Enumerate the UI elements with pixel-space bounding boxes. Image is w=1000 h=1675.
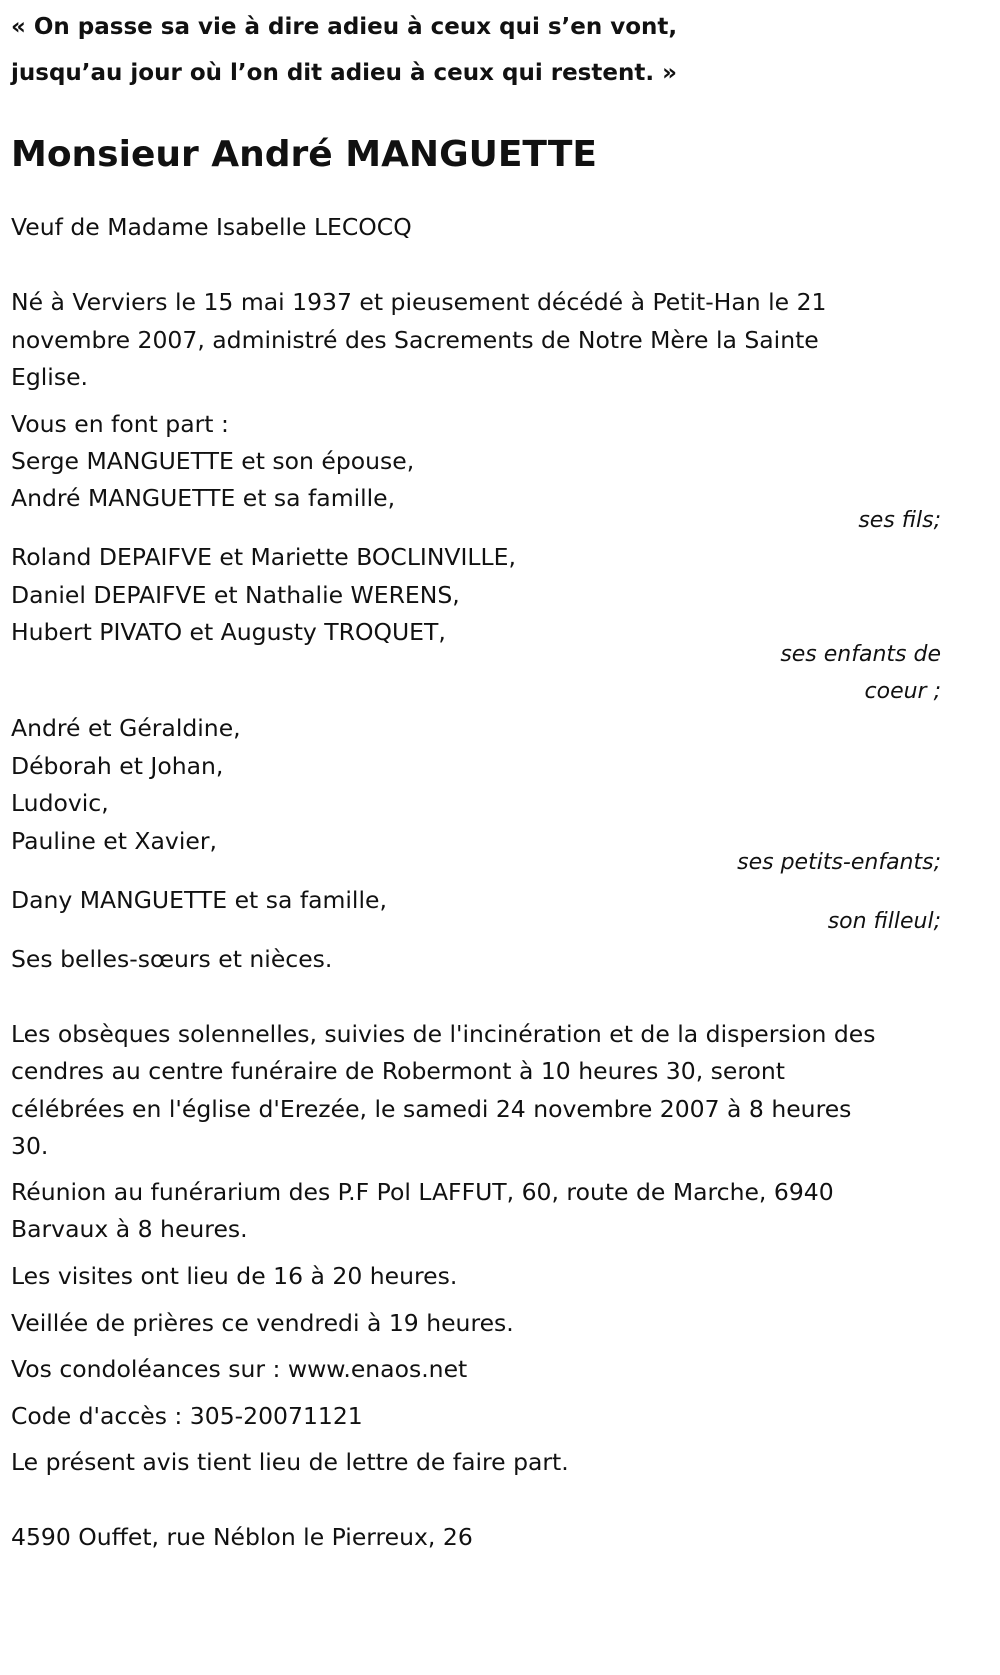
vigil-line: Veillée de prières ce vendredi à 19 heures. [11,1309,514,1337]
visits-line: Les visites ont lieu de 16 à 20 heures. [11,1262,458,1290]
grandchild-name: Ludovic, [11,789,109,817]
heart-children-role-line-1: ses enfants de [780,642,941,667]
sons-role: ses fils; [858,508,941,533]
heart-child-name: Roland DEPAIFVE et Mariette BOCLINVILLE, [11,543,516,571]
meeting-line-1: Réunion au funérarium des P.F Pol LAFFUT, 60, route de Marche, 6940 [11,1178,834,1206]
heart-children-role-line-2: coeur ; [864,679,941,704]
quote-line-2: jusqu’au jour où l’on dit adieu à ceux qui restent. » [11,60,677,86]
meeting-line-2: Barvaux à 8 heures. [11,1215,248,1243]
access-code-line: Code d'accès : 305-20071121 [11,1402,363,1430]
sisters-in-law: Ses belles-sœurs et nièces. [11,945,333,973]
birth-death-line-1: Né à Verviers le 15 mai 1937 et pieusement décédé à Petit-Han le 21 [11,288,827,316]
godson-name: Dany MANGUETTE et sa famille, [11,886,387,914]
funeral-line-1: Les obsèques solennelles, suivies de l'incinération et de la dispersion des [11,1020,876,1048]
son-name: Serge MANGUETTE et son épouse, [11,447,415,475]
announce-line: Vous en font part : [11,410,229,438]
grandchild-name: Déborah et Johan, [11,752,224,780]
quote-line-1: « On passe sa vie à dire adieu à ceux qui s’en vont, [11,14,678,40]
funeral-line-4: 30. [11,1132,49,1160]
widower-of: Veuf de Madame Isabelle LECOCQ [11,213,412,241]
birth-death-line-3: Eglise. [11,363,88,391]
grandchildren-role: ses petits-enfants; [737,850,941,875]
funeral-line-2: cendres au centre funéraire de Robermont à 10 heures 30, seront [11,1057,785,1085]
deceased-name: Monsieur André MANGUETTE [11,134,597,175]
condolences-line: Vos condoléances sur : www.enaos.net [11,1355,468,1383]
notice-line: Le présent avis tient lieu de lettre de faire part. [11,1448,569,1476]
heart-child-name: Hubert PIVATO et Augusty TROQUET, [11,618,446,646]
godson-role: son filleul; [827,909,941,934]
address-line: 4590 Ouffet, rue Néblon le Pierreux, 26 [11,1523,473,1551]
grandchild-name: Pauline et Xavier, [11,827,217,855]
heart-child-name: Daniel DEPAIFVE et Nathalie WERENS, [11,581,460,609]
son-name: André MANGUETTE et sa famille, [11,484,396,512]
grandchild-name: André et Géraldine, [11,714,241,742]
funeral-line-3: célébrées en l'église d'Erezée, le samedi 24 novembre 2007 à 8 heures [11,1095,852,1123]
birth-death-line-2: novembre 2007, administré des Sacrements de Notre Mère la Sainte [11,326,819,354]
